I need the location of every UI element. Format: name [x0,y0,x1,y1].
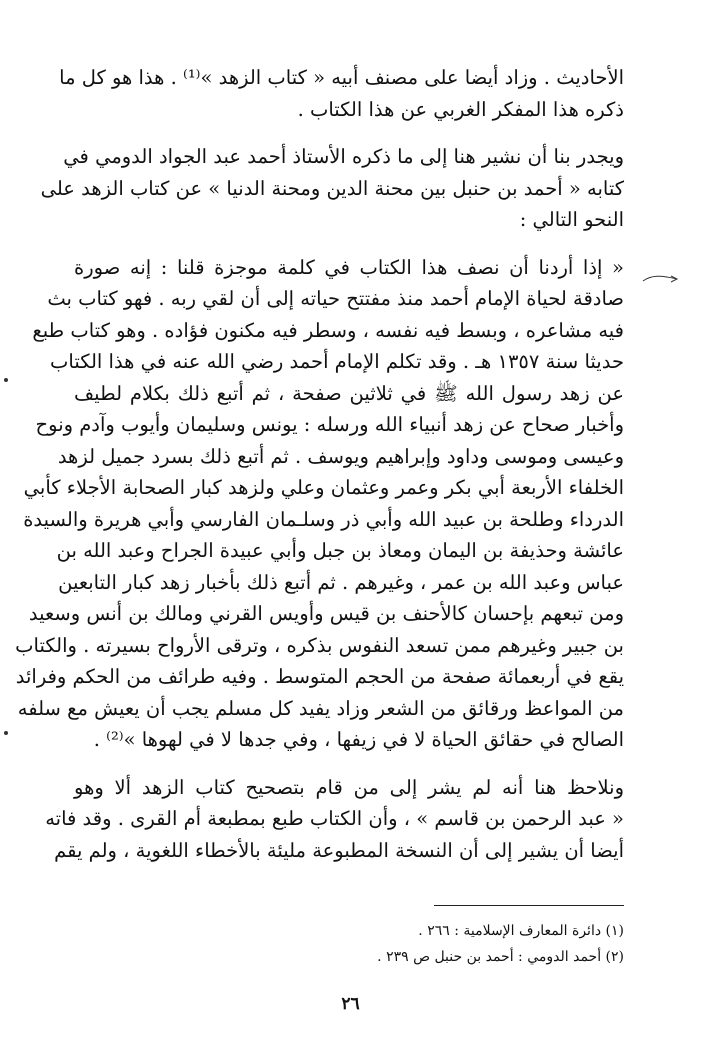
text-line: ويجدر بنا أن نشير هنا إلى ما ذكره الأستاذ أحمد عبد الجواد الدومي في [63,145,624,168]
paragraph-4 [45,772,624,867]
text-line: حديثا سنة ١٣٥٧ هـ . وقد تكلم الإمام أحمد رضي الله عنه في هذا الكتاب [50,350,624,373]
text-line: ومن تبعهم بإحسان كالأحنف بن قيس وأويس القرني ومالك بن أنس وسعيد [28,602,624,625]
footnote-2: (٢) أحمد الدومي : أحمد بن حنبل ص ٢٣٩ . [377,949,624,965]
text-line: الأحاديث . وزاد أيضا على مصنف أبيه « كتاب الزهد »⁽¹⁾ . هذا هو كل ما [59,66,624,89]
footnotes [84,918,624,970]
paragraph-3-quote [15,252,624,756]
paragraph-2 [40,141,624,236]
text-line: من المواعظ ورقائق من الشعر وزاد يفيد كل مسلم يجب أن يعيش مع سلفه [17,696,624,720]
text-line: الدرداء وطلحة بن عبيد الله وأبي ذر وسلـمان الفارسي وأبي هريرة والسيدة [23,507,624,531]
margin-dot-icon [4,378,8,382]
text-line: « عبد الرحمن بن قاسم » ، وأن الكتاب طبع بمطبعة أم القرى . وقد فاته [45,807,624,830]
text-line: كتابه « أحمد بن حنبل بين محنة الدين ومحنة الدنيا » عن كتاب الزهد على [40,176,624,200]
text-line: النحو التالي : [519,208,624,231]
text-line: يقع في أربعمائة صفحة من الحجم المتوسط . وفيه طرائف من الحكم وفرائد [15,665,624,688]
text-line: عائشة وحذيفة بن اليمان ومعاذ بن جبل وأبي عبيدة الجراح وعبد الله بن [56,539,624,562]
text-line: الخلفاء الأربعة أبي بكر وعمر وعثمان وعلي ولزهد كبار الصحابة الأجلاء كأبي [23,476,624,499]
text-line: الصالح في حقائق الحياة لا في زيفها ، وفي جدها لا في لهوها »⁽²⁾ . [93,728,624,751]
text-line: ونلاحظ هنا أنه لم يشر إلى من قام بتصحيح كتاب الزهد ألا وهو [74,775,624,799]
footnote-1: (١) دائرة المعارف الإسلامية : ٢٦٦ . [418,923,624,939]
text-line: أيضا أن يشير إلى أن النسخة المطبوعة مليئة بالأخطاء اللغوية ، ولم يقم [54,838,624,862]
margin-mark-icon [641,273,679,285]
text-line: « إذا أردنا أن نصف هذا الكتاب في كلمة موجزة قلنا : إنه صورة [74,255,624,279]
text-line: عباس وعبد الله بن عمر ، وغيرهم . ثم أتبع ذلك بأخبار زهد كبار التابعين [58,570,624,594]
margin-dot-icon [4,731,8,735]
page-number: ٢٦ [341,994,360,1014]
text-line: ذكره هذا المفكر الغربي عن هذا الكتاب . [297,97,624,121]
footnote-divider [434,905,624,906]
text-line: صادقة لحياة الإمام أحمد منذ مفتتح حياته إلى أن لقي ربه . فهو كتاب بث [47,287,624,310]
text-line: عن زهد رسول الله ﷺ في ثلاثين صفحة ، ثم أتبع ذلك بكلام لطيف [74,381,624,405]
text-line: وعيسى وموسى وداود وإبراهيم ويوسف . ثم أتبع ذلك بسرد جميل لزهد [57,444,624,468]
text-line: وأخبار صحاح عن زهد أنبياء الله ورسله : يونس وسليمان وأيوب وآدم ونوح [35,413,624,436]
text-line: بن جبير وغيرهم ممن تسعد النفوس بذكره ، وترقى الأرواح بسيرته . والكتاب [15,633,624,657]
text-line: فيه مشاعره ، وبسط فيه نفسه ، وسطر فيه مكنون فؤاده . وهو كتاب طبع [32,318,624,342]
main-text [15,62,624,866]
paragraph-1 [59,62,624,125]
